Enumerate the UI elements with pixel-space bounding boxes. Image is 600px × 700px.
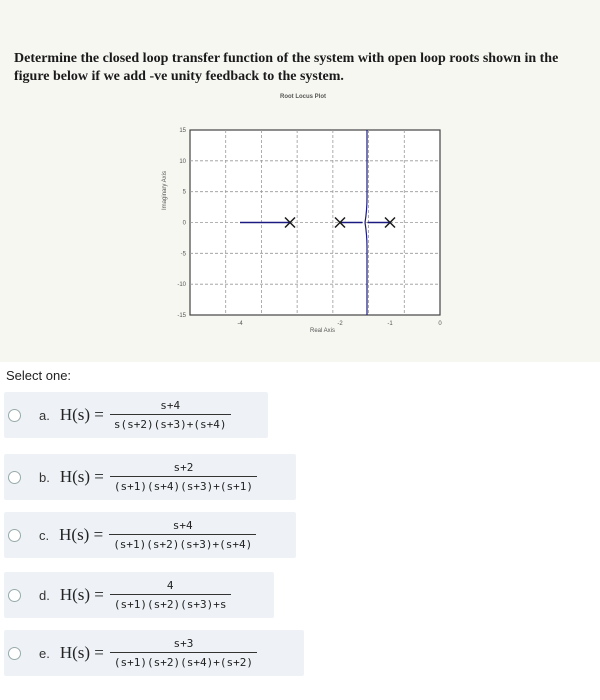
numerator: s+4 — [160, 399, 181, 412]
denominator: (s+1)(s+4)(s+3)+(s+1) — [110, 476, 257, 493]
transfer-function-label: H(s) = — [59, 585, 104, 604]
y-tick-label: 10 — [179, 158, 186, 165]
fraction — [110, 461, 257, 493]
fraction — [109, 519, 256, 551]
x-tick-label: -1 — [387, 321, 393, 327]
fraction — [110, 637, 257, 669]
plot-xlabel: Real Axis — [310, 328, 336, 334]
y-tick-label: 15 — [179, 128, 186, 134]
option-letter: c. — [39, 527, 50, 543]
denominator: (s+1)(s+2)(s+3)+(s+4) — [109, 534, 256, 551]
x-tick-label: 0 — [438, 321, 442, 327]
option-a[interactable] — [4, 392, 268, 438]
y-tick-label: 0 — [182, 220, 186, 227]
option-d[interactable] — [4, 572, 274, 618]
radio-option-e[interactable] — [8, 647, 21, 660]
transfer-function-label: H(s) = — [59, 525, 104, 544]
root-locus-figure — [160, 90, 470, 340]
option-letter: d. — [39, 587, 50, 603]
x-tick-label: -2 — [337, 321, 343, 327]
plot-title: Root Locus Plot — [280, 94, 326, 100]
question-text: Determine the closed loop transfer function of the system with open loop roots shown in the figure below if we add -ve unity feedback to the system. — [14, 51, 559, 84]
y-tick-label: -10 — [177, 282, 186, 289]
option-e[interactable] — [4, 630, 304, 676]
numerator: s+2 — [173, 461, 194, 474]
radio-option-a[interactable] — [8, 409, 21, 422]
option-b[interactable] — [4, 454, 296, 500]
transfer-function-label: H(s) = — [59, 405, 104, 424]
radio-option-b[interactable] — [8, 471, 21, 484]
plot-ylabel: Imaginary Axis — [162, 170, 168, 210]
y-tick-label: 5 — [182, 189, 186, 196]
radio-option-c[interactable] — [8, 529, 21, 542]
numerator: 4 — [166, 579, 174, 592]
numerator: s+3 — [173, 637, 194, 650]
radio-option-d[interactable] — [8, 589, 21, 602]
option-letter: b. — [39, 469, 50, 485]
select-one-label: Select one: — [6, 368, 72, 383]
root-locus-plot — [160, 90, 470, 340]
y-tick-label: -15 — [177, 313, 186, 319]
fraction — [110, 399, 231, 431]
fraction — [110, 579, 231, 611]
numerator: s+4 — [172, 519, 193, 532]
x-tick-label: -4 — [237, 321, 243, 327]
denominator: (s+1)(s+2)(s+4)+(s+2) — [110, 652, 257, 669]
y-tick-label: -5 — [180, 251, 186, 258]
option-letter: a. — [39, 407, 50, 423]
transfer-function-label: H(s) = — [59, 467, 104, 486]
denominator: s(s+2)(s+3)+(s+4) — [110, 414, 231, 431]
option-c[interactable] — [4, 512, 296, 558]
option-letter: e. — [39, 645, 50, 661]
transfer-function-label: H(s) = — [59, 643, 104, 662]
answers-panel — [0, 362, 600, 700]
denominator: (s+1)(s+2)(s+3)+s — [110, 594, 231, 611]
